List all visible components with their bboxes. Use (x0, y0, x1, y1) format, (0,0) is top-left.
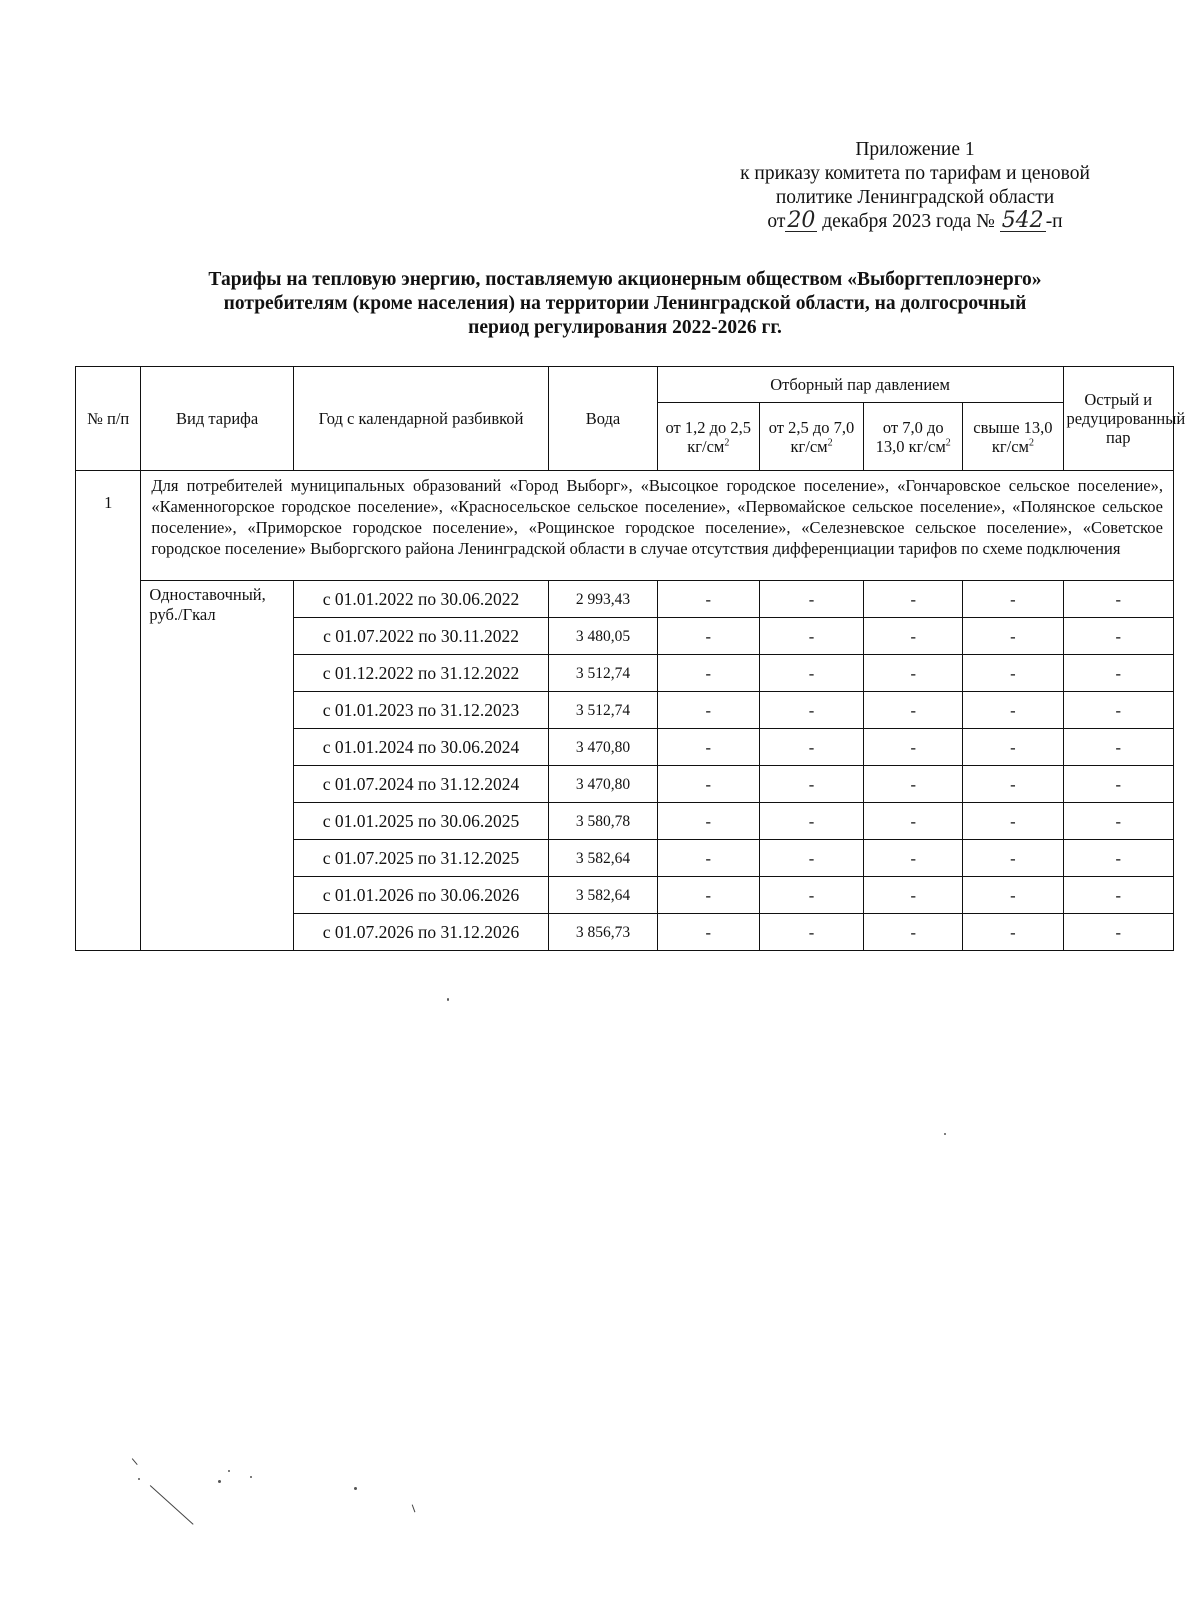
water-tariff-cell: 3 580,78 (549, 803, 657, 840)
appendix-label: Приложение 1 (855, 139, 975, 160)
water-tariff-cell: 3 582,64 (549, 877, 657, 914)
steam-1-cell: - (657, 729, 759, 766)
steam-1-cell: - (657, 766, 759, 803)
steam-1-cell: - (657, 877, 759, 914)
steam-3-cell: - (864, 914, 963, 951)
header-tariff-type: Вид тарифа (141, 367, 293, 471)
steam-2-cell: - (759, 840, 863, 877)
steam-2-cell: - (759, 692, 863, 729)
period-cell: с 01.07.2022 по 30.11.2022 (293, 618, 549, 655)
sharp-steam-cell: - (1063, 766, 1173, 803)
sharp-steam-cell: - (1063, 803, 1173, 840)
water-tariff-cell: 3 512,74 (549, 692, 657, 729)
water-tariff-cell: 3 480,05 (549, 618, 657, 655)
water-tariff-cell: 3 582,64 (549, 840, 657, 877)
water-tariff-cell: 3 470,80 (549, 766, 657, 803)
group-number: 1 (76, 471, 141, 951)
header-sharp-steam: Острый и редуцированный пар (1063, 367, 1173, 471)
steam-1-cell: - (657, 803, 759, 840)
number-suffix: -п (1045, 211, 1063, 232)
steam-2-cell: - (759, 729, 863, 766)
date-prefix: от (767, 211, 786, 232)
steam-3-cell: - (864, 618, 963, 655)
steam-3-cell: - (864, 581, 963, 618)
document-title (75, 268, 1175, 340)
order-reference-line: к приказу комитета по тарифам и ценовой (740, 163, 1090, 184)
scan-scratch (411, 1504, 415, 1512)
sharp-steam-cell: - (1063, 618, 1173, 655)
scan-speck (250, 1476, 252, 1478)
steam-2-cell: - (759, 581, 863, 618)
steam-4-cell: - (963, 692, 1063, 729)
sharp-steam-cell: - (1063, 655, 1173, 692)
group-description: Для потребителей муниципальных образований «Город Выборг», «Высоцкое городское поселение», «Гончаровское сельское поселение», «Каменногорское городское поселение», «Красносельское сельское поселение», «Первомайское сельское поселение», «Полянское сельское поселение», «Приморское городское поселение», «Рощинское городское поселение», «Селезневское сельское поселение», «Советское городское поселение» Выборгского района Ленинградской области в случае отсутствия дифференциации тарифов по схеме подключения (141, 471, 1174, 581)
scan-speck (354, 1487, 357, 1490)
steam-3-cell: - (864, 840, 963, 877)
handwritten-order-number: 542 (1001, 208, 1044, 233)
header-steam-group: Отборный пар давлением (657, 367, 1063, 403)
header-steam-2: от 2,5 до 7,0 $кг/см^2$ (759, 403, 863, 471)
steam-4-cell: - (963, 729, 1063, 766)
sharp-steam-cell: - (1063, 914, 1173, 951)
period-cell: с 01.01.2022 по 30.06.2022 (293, 581, 549, 618)
title-line-2: потребителям (кроме населения) на территории Ленинградской области, на долгосрочный (223, 293, 1027, 314)
steam-4-cell: - (963, 914, 1063, 951)
steam-2-cell: - (759, 766, 863, 803)
steam-3-cell: - (864, 729, 963, 766)
scan-scratch (150, 1485, 194, 1525)
header-steam-1: от 1,2 до 2,5 $кг/см^2$ (657, 403, 759, 471)
table-row (76, 581, 1174, 618)
water-tariff-cell: 3 512,74 (549, 655, 657, 692)
steam-2-cell: - (759, 877, 863, 914)
appendix-header (690, 138, 1140, 234)
water-tariff-cell: 3 856,73 (549, 914, 657, 951)
steam-2-cell: - (759, 914, 863, 951)
title-line-3: период регулирования 2022-2026 гг. (468, 317, 782, 338)
header-steam-3: от 7,0 до 13,0 $кг/см^2$ (864, 403, 963, 471)
header-num: № п/п (76, 367, 141, 471)
tariff-type-cell: Одноставочный, руб./Гкал (141, 581, 293, 951)
period-cell: с 01.01.2023 по 31.12.2023 (293, 692, 549, 729)
steam-1-cell: - (657, 618, 759, 655)
sharp-steam-cell: - (1063, 692, 1173, 729)
period-cell: с 01.07.2025 по 31.12.2025 (293, 840, 549, 877)
header-water: Вода (549, 367, 657, 471)
steam-1-cell: - (657, 692, 759, 729)
scan-scratch (131, 1458, 137, 1465)
scan-speck (447, 998, 449, 1001)
steam-1-cell: - (657, 581, 759, 618)
sharp-steam-cell: - (1063, 840, 1173, 877)
committee-line: политике Ленинградской области (775, 187, 1055, 208)
period-cell: с 01.12.2022 по 31.12.2022 (293, 655, 549, 692)
period-cell: с 01.07.2024 по 31.12.2024 (293, 766, 549, 803)
steam-2-cell: - (759, 655, 863, 692)
tariff-table (75, 366, 1186, 951)
title-line-1: Тарифы на тепловую энергию, поставляемую акционерным обществом «Выборгтеплоэнерго» (208, 269, 1042, 290)
steam-4-cell: - (963, 581, 1063, 618)
steam-3-cell: - (864, 766, 963, 803)
water-tariff-cell: 3 470,80 (549, 729, 657, 766)
steam-4-cell: - (963, 655, 1063, 692)
steam-4-cell: - (963, 803, 1063, 840)
period-cell: с 01.01.2024 по 30.06.2024 (293, 729, 549, 766)
handwritten-day: 20 (787, 208, 816, 233)
steam-3-cell: - (864, 803, 963, 840)
steam-1-cell: - (657, 914, 759, 951)
date-middle: декабря 2023 года № (822, 211, 995, 232)
header-year: Год с календарной разбивкой (293, 367, 549, 471)
steam-1-cell: - (657, 840, 759, 877)
steam-4-cell: - (963, 618, 1063, 655)
header-steam-4: свыше 13,0 $кг/см^2$ (963, 403, 1063, 471)
sharp-steam-cell: - (1063, 877, 1173, 914)
period-cell: с 01.07.2026 по 31.12.2026 (293, 914, 549, 951)
steam-3-cell: - (864, 655, 963, 692)
period-cell: с 01.01.2026 по 30.06.2026 (293, 877, 549, 914)
steam-1-cell: - (657, 655, 759, 692)
steam-3-cell: - (864, 877, 963, 914)
steam-3-cell: - (864, 692, 963, 729)
steam-4-cell: - (963, 766, 1063, 803)
scan-speck (228, 1470, 230, 1472)
water-tariff-cell: 2 993,43 (549, 581, 657, 618)
group-row (76, 471, 1174, 581)
steam-4-cell: - (963, 877, 1063, 914)
order-date-line (690, 210, 1140, 234)
steam-4-cell: - (963, 840, 1063, 877)
scan-speck (944, 1133, 946, 1135)
scan-speck (138, 1478, 140, 1480)
steam-2-cell: - (759, 618, 863, 655)
steam-2-cell: - (759, 803, 863, 840)
scan-speck (218, 1480, 221, 1483)
sharp-steam-cell: - (1063, 581, 1173, 618)
period-cell: с 01.01.2025 по 30.06.2025 (293, 803, 549, 840)
sharp-steam-cell: - (1063, 729, 1173, 766)
